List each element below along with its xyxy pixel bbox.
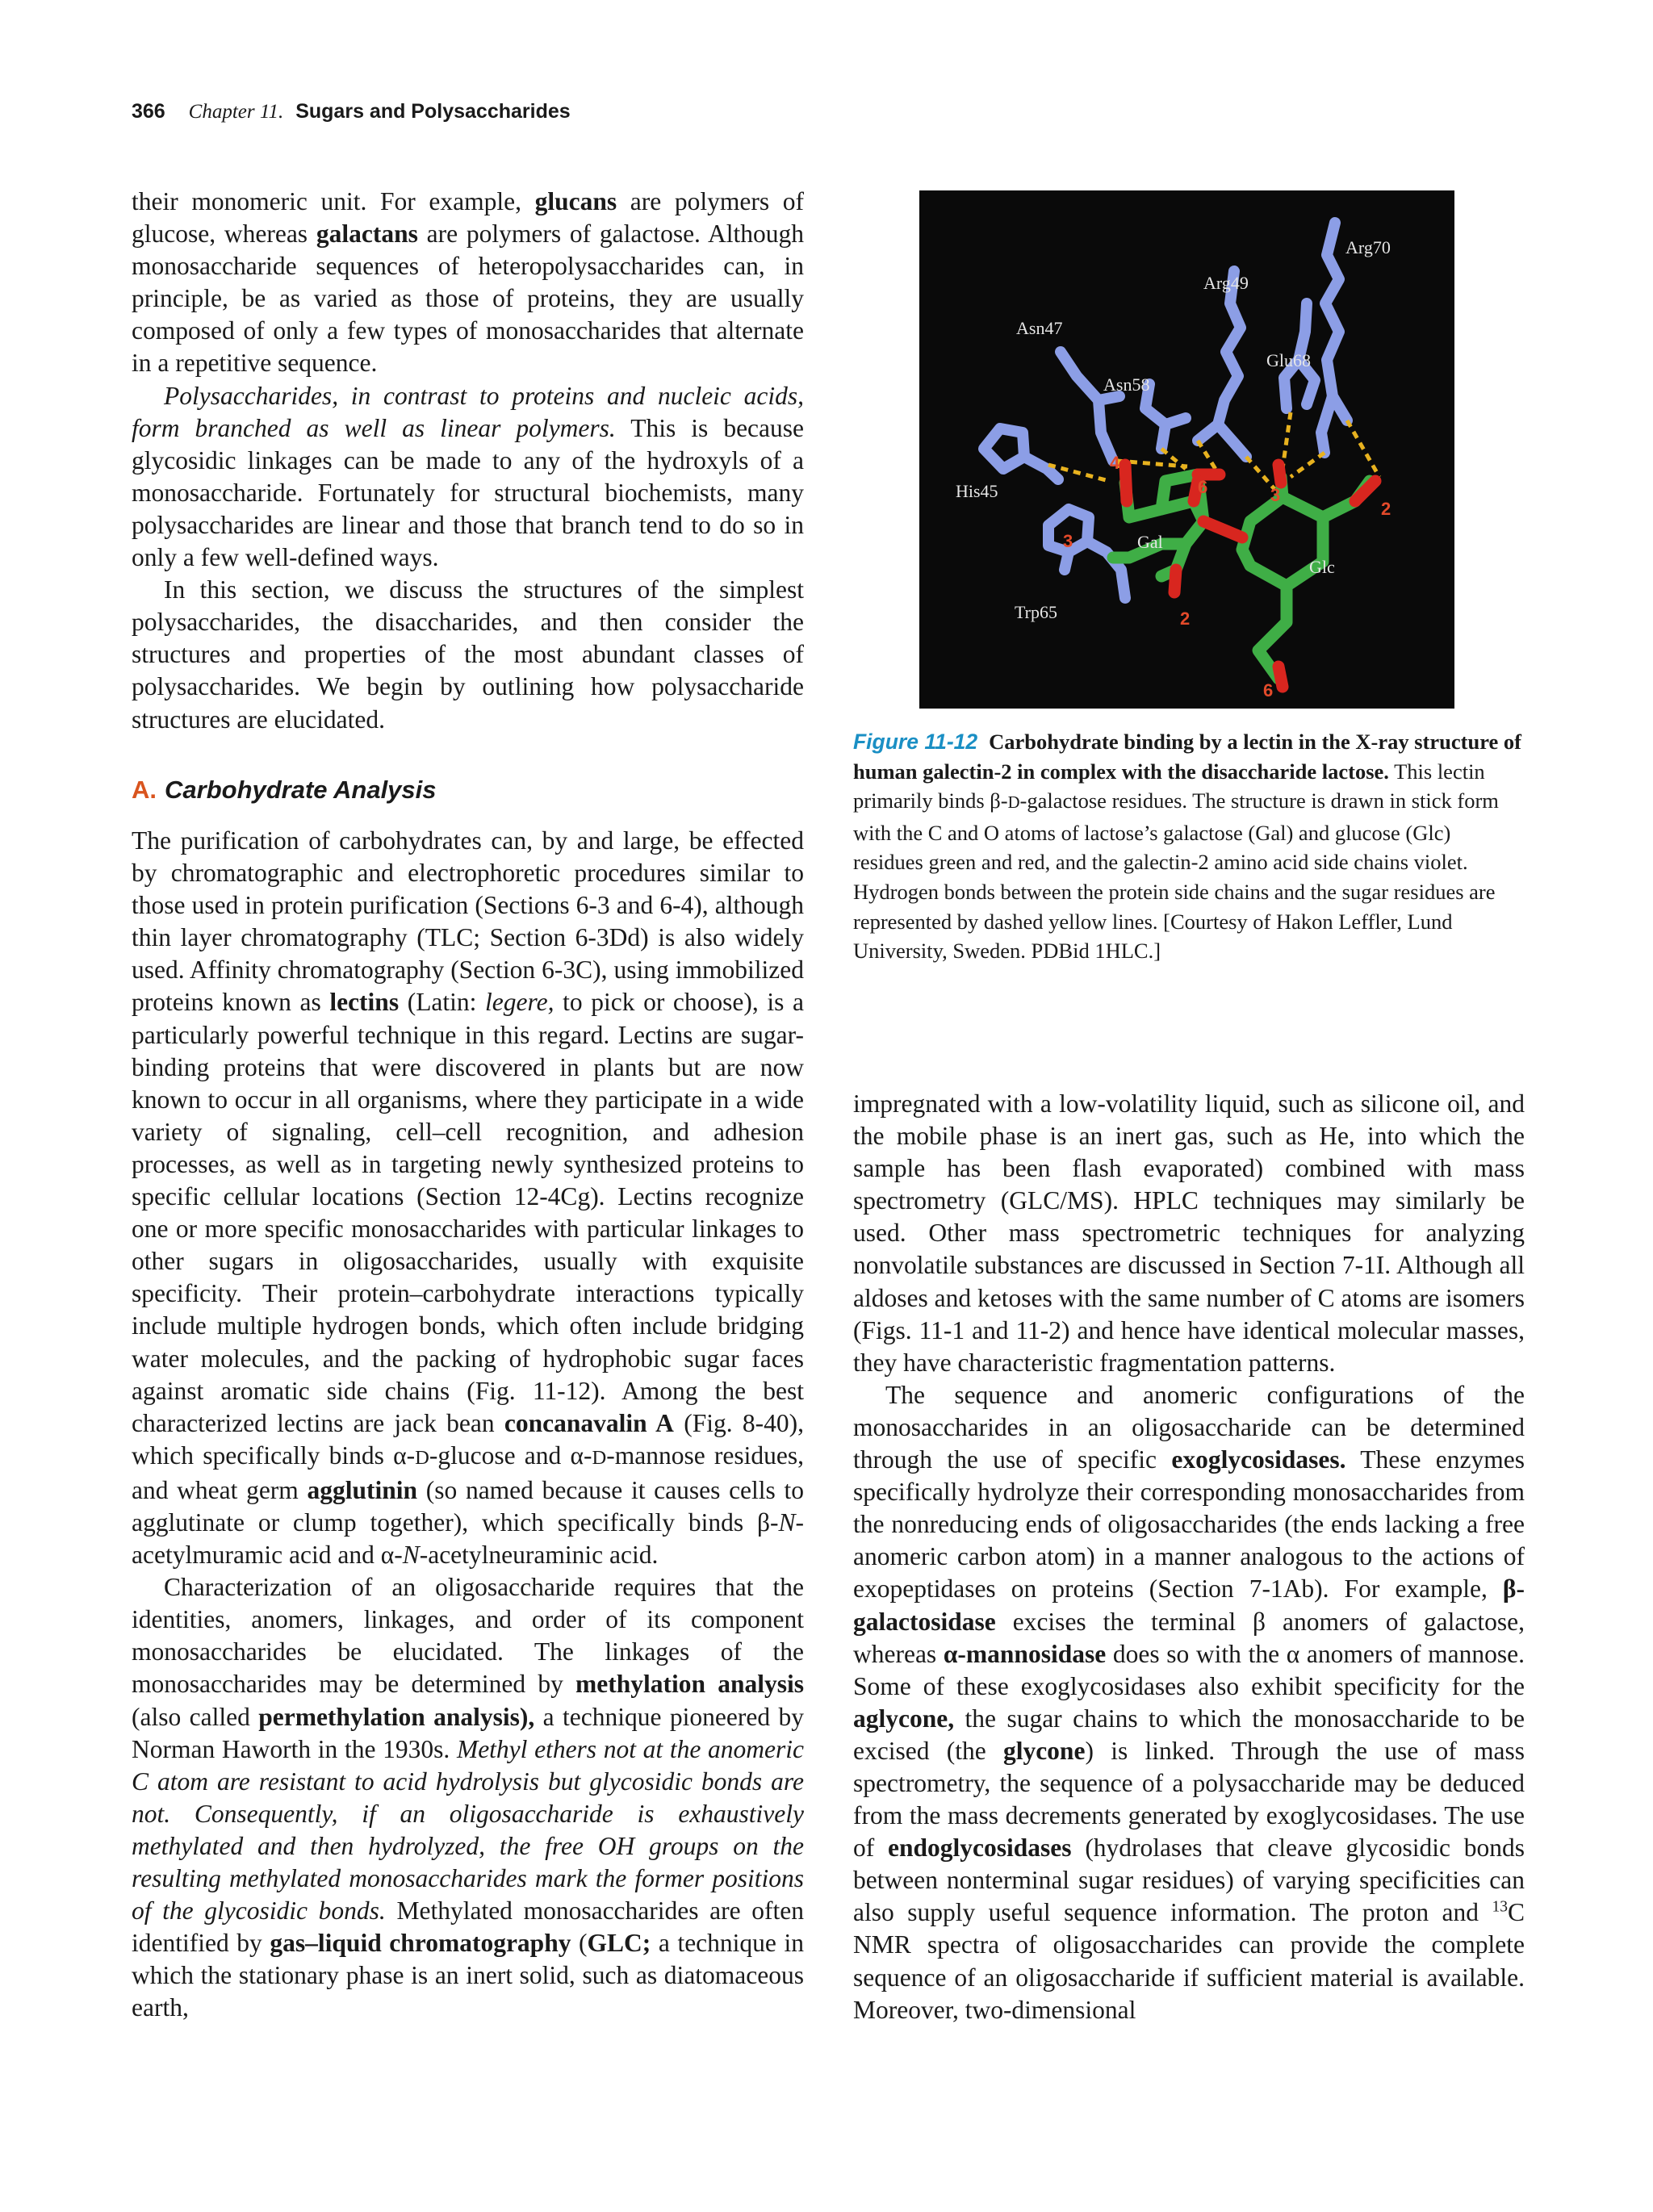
right-column-bottom [853, 1088, 1525, 2026]
label-trp65: Trp65 [1015, 602, 1057, 622]
running-header [132, 100, 571, 123]
text-run: glucans [534, 187, 617, 215]
label-asn47: Asn47 [1016, 318, 1063, 338]
label-arg70: Arg70 [1345, 237, 1391, 257]
atom-number: 6 [1263, 680, 1274, 700]
left-column-bottom [132, 825, 804, 2024]
text-run: endoglycosidases [888, 1834, 1072, 1863]
text-run: exoglycosidases. [1171, 1445, 1346, 1474]
text-run: agglutinin [307, 1475, 418, 1504]
molecular-structure-image [919, 190, 1454, 709]
text-run: N [402, 1541, 420, 1570]
text-run: D [415, 1446, 429, 1469]
label-glc: Glc [1309, 557, 1335, 577]
paragraph: Polysaccharides, in contrast to proteins and nucleic acids, form branched as well as linear polymers. This is because glycosidic linkages can be made to any of the hydroxyls of a monosaccharide. Fortunately for structural biochemists, many polysaccharides are linear and those that branch tend to do so in only a few well-defined ways. [132, 381, 804, 572]
paragraph: The purification of carbohydrates can, by and large, be effected by chromatographic and electrophoretic procedures similar to those used in protein purification (Sections 6-3 and 6-4), although thin layer chromatography (TLC; Section 6-3Dd) is also widely used. Affinity chromatography (Section 6-3C), using immobilized proteins known as lectins (Latin: legere, to pick or choose), is a particularly powerful technique in this regard. Lectins are sugar-binding proteins that were discovered in plants but are now known to occur in all organisms, where they participate in a wide variety of signaling, cell–cell recognition, and adhesion processes, as well as in targeting newly synthesized proteins to specific cellular locations (Section 12-4Cg). Lectins recognize one or more specific monosaccharides with particular linkages to other sugars in oligosaccharides, usually with exquisite specificity. Their protein–carbohydrate interactions typically include multiple hydrogen bonds, which often include bridging water molecules, and the packing of hydrophobic sugar faces against aromatic side chains (Fig. 11-12). Among the best characterized lectins are jack bean concanavalin A (Fig. 8-40), which specifically binds α-D-glucose and α-D-mannose residues, and wheat germ agglutinin (so named because it causes cells to agglutinate or clump together), which specifically binds β-N-acetylmuramic acid and α-N-acetylneuraminic acid. [132, 826, 805, 1570]
text-run: aglycone, [853, 1704, 955, 1733]
text-run: galactans [316, 220, 418, 249]
label-glu68: Glu68 [1266, 350, 1311, 370]
section-letter: A. [132, 776, 157, 804]
label-gal: Gal [1137, 532, 1163, 552]
text-run: permethylation analysis), [258, 1702, 535, 1731]
text-run: Methyl ethers not at the anomeric C atom are resistant to acid hydrolysis but glycosidic bonds are not. Consequently, if an oligosaccharide is exhaustively methylated and then hydrolyzed, the free OH groups on the resulting methylated monosaccharides mark the former positions of the glycosidic bonds. [132, 1734, 804, 1926]
atom-number: 2 [1381, 499, 1391, 519]
text-run: legere, [485, 988, 554, 1017]
text-run: D [592, 1446, 607, 1469]
atom-number: 4 [1110, 453, 1120, 473]
figure-label: Figure 11-12 [853, 730, 978, 754]
text-run: GLC; [587, 1929, 651, 1958]
text-run: D [1007, 794, 1020, 813]
text-run: α-mannosidase [943, 1639, 1107, 1668]
figure-title: Carbohydrate binding by a lectin in the X-ray structure of human galectin-2 in complex with the disaccharide lactose. [853, 730, 1521, 784]
section-title: Carbohydrate Analysis [165, 776, 437, 804]
paragraph: impregnated with a low-volatility liquid, such as silicone oil, and the mobile phase is an inert gas, such as He, into which the sample has been flash evaporated) combined with mass spectrometry (GLC/MS). HPLC techniques may similarly be used. Other mass spectrometric techniques for analyzing nonvolatile substances are discussed in Section 7-1I. Although all aldoses and ketoses with the same number of C atoms are isomers (Figs. 11-1 and 11-2) and hence have identical molecular masses, they have characteristic fragmentation patterns. [853, 1089, 1525, 1377]
paragraph: their monomeric unit. For example, glucans are polymers of glucose, whereas galactans are polymers of galactose. Although monosaccharide sequences of heteropolysaccharides can, in principle, be as varied as those of proteins, they are usually composed of only a few types of monosaccharides that alternate in a repetitive sequence. [132, 187, 804, 378]
left-column-top [132, 186, 804, 736]
figure-caption-body: This lectin primarily binds β-D-galactose residues. The structure is drawn in stick form with the C and O atoms of lactose’s galactose (Gal) and glucose (Glc) residues green and red, and the galectin-2 amino acid side chains violet. Hydrogen bonds between the protein side chains and the sugar residues are represented by dashed yellow lines. [Courtesy of Hakon Leffler, Lund University, Sweden. PDBid 1HLC.] [853, 759, 1499, 964]
text-run: concanavalin A [504, 1408, 674, 1437]
label-his45: His45 [956, 481, 998, 501]
text-run: N [778, 1507, 796, 1537]
text-run: lectins [329, 988, 400, 1017]
chapter-label: Chapter 11. [188, 101, 284, 123]
section-heading [132, 776, 437, 805]
label-arg49: Arg49 [1203, 273, 1249, 293]
text-run: gas–liquid chromatography [270, 1929, 571, 1958]
figure-caption [853, 727, 1525, 966]
atom-number: 2 [1180, 608, 1191, 629]
page-number: 366 [132, 100, 165, 123]
atom-number: 3 [1063, 531, 1073, 551]
text-run: glycone [1002, 1736, 1086, 1765]
paragraph: In this section, we discuss the structures of the simplest polysaccharides, the disaccharides, and then consider the structures and properties of the most abundant classes of polysaccharides. We begin by outlining how polysaccharide structures are elucidated. [132, 575, 804, 734]
text-run: Polysaccharides, in contrast to proteins and nucleic acids, form branched as well as linear polymers. [132, 381, 804, 442]
label-asn58: Asn58 [1103, 374, 1150, 395]
text-run: 13 [1492, 1898, 1508, 1916]
atom-number: 3 [1270, 485, 1281, 505]
atom-number: 6 [1198, 477, 1208, 497]
paragraph: The sequence and anomeric configurations of the monosaccharides in an oligosaccharide can be determined through the use of specific exoglycosidases. These enzymes specifically hydrolyze their corresponding monosaccharides from the nonreducing ends of oligosaccharides (the ends lacking a free anomeric carbon atom) in a manner analogous to the actions of exopeptidases on proteins (Section 7-1Ab). For example, β-galactosidase excises the terminal β anomers of galactose, whereas α-mannosidase does so with the α anomers of mannose. Some of these exoglycosidases also exhibit specificity for the aglycone, the sugar chains to which the monosaccharide to be excised (the glycone) is linked. Through the use of mass spectrometry, the sequence of a polysaccharide may be deduced from the mass decrements generated by exoglycosidases. The use of endoglycosidases (hydrolases that cleave glycosidic bonds between nonterminal sugar residues) of varying specificities can also supply useful sequence information. The proton and $^{13}$C NMR spectra of oligosaccharides can provide the complete sequence of an oligosaccharide if sufficient material is available. Moreover, two-dimensional [853, 1380, 1525, 2024]
lectin-structure-figure [919, 190, 1454, 709]
chapter-title: Sugars and Polysaccharides [295, 100, 571, 123]
text-run: β-galactosidase [853, 1574, 1525, 1636]
text-run: methylation analysis [575, 1670, 805, 1699]
paragraph: Characterization of an oligosaccharide requires that the identities, anomers, linkages, and order of its component monosaccharides be elucidated. The linkages of the monosaccharides may be determined by methylation analysis (also called permethylation analysis), a technique pioneered by Norman Haworth in the 1930s. Methyl ethers not at the anomeric C atom are resistant to acid hydrolysis but glycosidic bonds are not. Consequently, if an oligosaccharide is exhaustively methylated and then hydrolyzed, the free OH groups on the resulting methylated monosaccharides mark the former positions of the glycosidic bonds. Methylated monosaccharides are often identified by gas–liquid chromatography (GLC; a technique in which the stationary phase is an inert solid, such as diatomaceous earth, [132, 1573, 805, 2022]
